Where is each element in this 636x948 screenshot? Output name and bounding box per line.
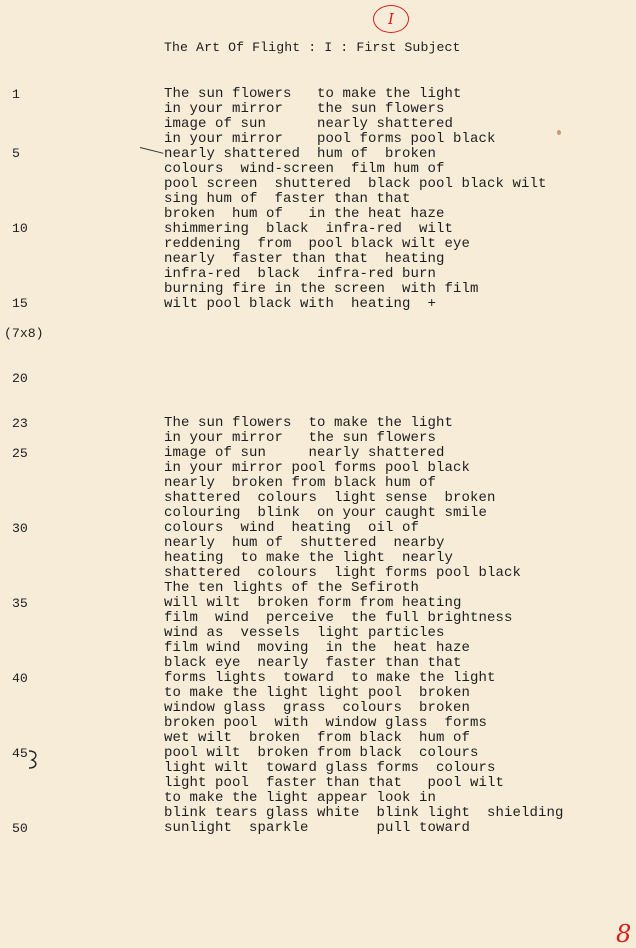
line-number: 23 <box>12 416 28 431</box>
poem-line: broken pool with window glass forms <box>164 715 488 731</box>
poem-line: black eye nearly faster than that <box>164 655 462 671</box>
poem-line: shimmering black infra-red wilt <box>164 221 454 237</box>
poem-line: pool wilt broken from black colours <box>164 745 479 761</box>
poem-line: infra-red black infra-red burn <box>164 266 437 282</box>
poem-line: window glass grass colours broken <box>164 700 471 716</box>
poem-line: image of sun nearly shattered <box>164 116 454 132</box>
poem-line: forms lights toward to make the light <box>164 670 496 686</box>
poem-line: film wind moving in the heat haze <box>164 640 471 656</box>
poem-line: film wind perceive the full brightness <box>164 610 513 626</box>
poem-line: in your mirror the sun flowers <box>164 101 445 117</box>
poem-line: will wilt broken form from heating <box>164 595 462 611</box>
poem-line: shattered colours light forms pool black <box>164 565 522 581</box>
line-number: 50 <box>12 821 28 836</box>
handwritten-page-mark: I <box>373 5 409 33</box>
poem-line: wilt pool black with heating + <box>164 296 437 312</box>
line-number: 15 <box>12 296 28 311</box>
poem-line: broken hum of in the heat haze <box>164 206 445 222</box>
line-number: 20 <box>12 371 28 386</box>
poem-line: nearly broken from black hum of <box>164 475 437 491</box>
line-number: 25 <box>12 446 28 461</box>
handwritten-squiggle-icon <box>28 748 40 770</box>
poem-line: wet wilt broken from black hum of <box>164 730 471 746</box>
poem-line: reddening from pool black wilt eye <box>164 236 471 252</box>
poem-line: sing hum of faster than that <box>164 191 411 207</box>
line-number: (7x8) <box>4 326 44 341</box>
ink-spot <box>557 130 561 135</box>
line-number: 35 <box>12 596 28 611</box>
poem-line: nearly faster than that heating <box>164 251 445 267</box>
poem-line: in your mirror pool forms pool black <box>164 131 496 147</box>
poem-line: The sun flowers to make the light <box>164 415 454 431</box>
line-number: 45 <box>12 746 28 761</box>
pencil-tick-mark <box>140 147 164 154</box>
poem-line: light pool faster than that pool wilt <box>164 775 505 791</box>
poem-line: burning fire in the screen with film <box>164 281 479 297</box>
handwritten-corner-number: 8 <box>616 920 632 948</box>
poem-line: heating to make the light nearly <box>164 550 454 566</box>
line-number: 30 <box>12 521 28 536</box>
poem-line: in your mirror pool forms pool black <box>164 460 471 476</box>
poem-line: nearly shattered hum of broken <box>164 146 437 162</box>
poem-line: in your mirror the sun flowers <box>164 430 437 446</box>
line-number: 40 <box>12 671 28 686</box>
line-number: 1 <box>12 87 20 102</box>
poem-line: The ten lights of the Sefiroth <box>164 580 420 596</box>
poem-line: colours wind-screen film hum of <box>164 161 445 177</box>
poem-line: colours wind heating oil of <box>164 520 420 536</box>
poem-line: nearly hum of shuttered nearby <box>164 535 445 551</box>
poem-line: The sun flowers to make the light <box>164 86 462 102</box>
poem-line: blink tears glass white blink light shielding <box>164 805 564 821</box>
poem-line: to make the light appear look in <box>164 790 437 806</box>
line-number: 5 <box>12 146 20 161</box>
poem-line: sunlight sparkle pull toward <box>164 820 471 836</box>
poem-line: wind as vessels light particles <box>164 625 445 641</box>
line-number: 10 <box>12 221 28 236</box>
poem-line: pool screen shuttered black pool black wilt <box>164 176 547 192</box>
poem-line: light wilt toward glass forms colours <box>164 760 496 776</box>
poem-line: to make the light light pool broken <box>164 685 471 701</box>
page-title: The Art Of Flight : I : First Subject <box>164 40 461 55</box>
poem-line: colouring blink on your caught smile <box>164 505 488 521</box>
poem-line: shattered colours light sense broken <box>164 490 496 506</box>
poem-line: image of sun nearly shattered <box>164 445 445 461</box>
